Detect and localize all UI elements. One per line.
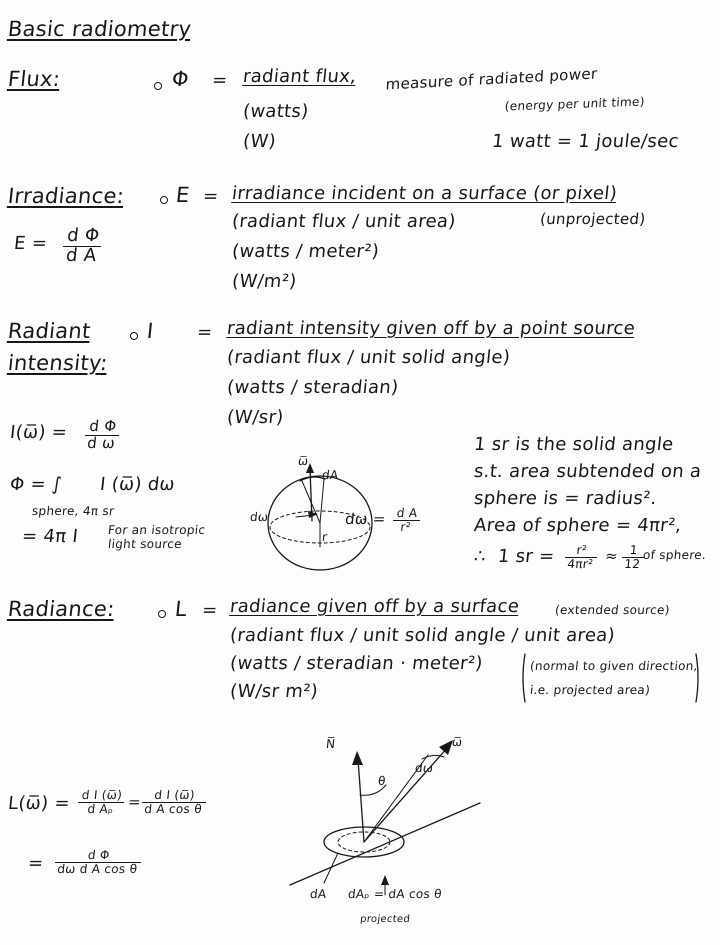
sidebar-conclusion-fraction-2	[621, 545, 646, 571]
ri-eq1-num: d Φ	[88, 417, 118, 435]
rad-eq1-den1: d Aₚ	[77, 802, 125, 816]
radiance-diagram-label-N: N̅	[325, 737, 337, 751]
section-heading-radiant-intensity-1: Radiant	[6, 319, 92, 343]
flux-units-w: (W)	[241, 131, 277, 152]
flux-definition: radiant flux,	[241, 66, 358, 87]
radiance-annotation-inline: (extended source)	[554, 603, 671, 617]
radiant-intensity-eq2-body: I (ω̅) dω	[98, 474, 176, 495]
sidebar-conclusion-fraction-1	[564, 545, 599, 571]
diagram-frac-den: r²	[392, 520, 420, 534]
radiant-intensity-eq3-note-2: light source	[107, 537, 183, 551]
diagram-formula-fraction	[392, 508, 421, 534]
rad-eq2-num: d Φ	[87, 848, 111, 862]
section-heading-flux: Flux:	[6, 67, 62, 91]
radiance-eq1-fraction-1	[77, 790, 126, 816]
radiance-side-note-1: (normal to given direction,	[529, 659, 699, 673]
radiance-eq1-fraction-2	[141, 790, 207, 816]
flux-definition-tail: measure of radiated power	[385, 64, 598, 94]
sc-frac2-den: 12	[621, 557, 644, 571]
radiance-note-brace	[520, 650, 700, 710]
flux-equals: =	[210, 70, 229, 91]
radiant-intensity-units-3: (W/sr)	[225, 407, 285, 428]
sidebar-line-4: Area of sphere = 4πr²,	[472, 515, 683, 536]
radiance-equals: =	[200, 600, 219, 621]
irradiance-units-2: (watts / meter²)	[230, 241, 381, 262]
irradiance-equation-lhs: E =	[12, 233, 49, 254]
radiance-units-1: (radiant flux / unit solid angle / unit area)	[228, 625, 617, 646]
radiance-diagram-label-omega: ω̅	[451, 735, 464, 749]
flux-note: 1 watt = 1 joule/sec	[490, 131, 680, 152]
radiance-diagram-caption-sub: projected	[359, 914, 411, 925]
radiance-eq2-lhs: =	[26, 853, 45, 874]
radiance-eq2-fraction	[54, 850, 143, 876]
sidebar-conclusion-tail: of sphere.	[642, 548, 707, 562]
flux-symbol: Φ	[170, 67, 191, 91]
radiant-intensity-eq1-lhs: I(ω̅) =	[8, 422, 69, 443]
irradiance-units-3: (W/m²)	[230, 271, 298, 292]
radiant-intensity-eq2-lhs: Φ = ∫	[8, 474, 63, 495]
radiant-intensity-eq1-fraction	[83, 417, 120, 453]
section-heading-radiant-intensity-2: intensity:	[6, 351, 109, 375]
flux-annotation: (energy per unit time)	[504, 94, 646, 114]
radiance-units-3: (W/sr m²)	[228, 681, 320, 702]
radiance-eq1-equals: =	[127, 793, 142, 811]
sidebar-line-1: 1 sr is the solid angle	[472, 434, 675, 455]
rad-eq1-den2: d A cos θ	[141, 802, 206, 816]
page-title: Basic radiometry	[6, 17, 193, 41]
section-heading-irradiance: Irradiance:	[6, 184, 126, 208]
radiance-diagram-label-dA: dA	[309, 887, 328, 901]
flux-units-watts: (watts)	[241, 101, 310, 122]
radiance-side-note-2: i.e. projected area)	[529, 683, 651, 697]
rad-eq1-num1: d I (ω̅)	[81, 788, 123, 802]
sidebar-conclusion-approx: ≈	[604, 547, 619, 565]
irradiance-symbol: E	[174, 183, 191, 207]
radiant-intensity-symbol: I	[145, 319, 155, 343]
radiant-intensity-definition: radiant intensity given off by a point source	[225, 318, 637, 339]
radiance-symbol: L	[173, 597, 189, 621]
bullet-icon-radiance	[158, 610, 166, 618]
bullet-icon-flux	[154, 82, 162, 90]
diagram-formula-lhs: dω =	[344, 510, 387, 528]
radiance-definition: radiance given off by a surface	[228, 596, 521, 617]
radiant-intensity-units-1: (radiant flux / unit solid angle)	[225, 347, 512, 368]
radiant-intensity-eq2-sub: sphere, 4π sr	[31, 504, 116, 518]
diagram-label-omega: ω̅	[297, 454, 310, 468]
bullet-icon-irradiance	[160, 196, 168, 204]
diagram-label-r: r	[321, 530, 329, 544]
radiant-intensity-units-2: (watts / steradian)	[225, 377, 400, 398]
rad-eq1-num2: d I (ω̅)	[153, 788, 196, 802]
sidebar-line-2: s.t. area subtended on a	[472, 461, 703, 482]
radiance-diagram-label-theta: θ	[377, 774, 387, 788]
rad-eq2-den: dω d A cos θ	[54, 862, 141, 876]
irradiance-units-1: (radiant flux / unit area)	[230, 211, 457, 232]
sidebar-conclusion-prefix: ∴ 1 sr =	[472, 546, 556, 567]
radiance-diagram-caption: dAₚ = dA cos θ	[347, 887, 443, 901]
irradiance-frac-num: d Φ	[66, 225, 101, 246]
irradiance-annotation: (unprojected)	[539, 210, 647, 228]
irradiance-frac-den: d A	[61, 246, 101, 266]
radiant-intensity-eq3-note-1: For an isotropic	[107, 523, 207, 537]
radiance-diagram-label-domega: dω	[414, 761, 435, 775]
sc-frac1-num: r²	[575, 543, 588, 557]
irradiance-definition: irradiance incident on a surface (or pixel)	[230, 183, 619, 204]
irradiance-equation-fraction	[61, 225, 103, 267]
irradiance-equals: =	[201, 186, 220, 207]
radiant-intensity-eq3-lhs: = 4π I	[20, 526, 80, 547]
sidebar-line-3: sphere is = radius².	[472, 488, 658, 509]
ri-eq1-den: d ω	[83, 435, 119, 452]
diagram-frac-num: d A	[396, 506, 419, 520]
bullet-icon-radiant-intensity	[130, 332, 138, 340]
diagram-label-domega: dω	[249, 510, 270, 524]
section-heading-radiance: Radiance:	[6, 597, 116, 621]
radiance-eq1-lhs: L(ω̅) =	[6, 793, 71, 814]
sc-frac1-den: 4πr²	[564, 557, 597, 571]
sc-frac2-num: 1	[629, 543, 639, 557]
radiant-intensity-equals: =	[195, 322, 214, 343]
diagram-label-dA: dA	[321, 468, 340, 482]
radiance-units-2: (watts / steradian · meter²)	[228, 653, 484, 674]
